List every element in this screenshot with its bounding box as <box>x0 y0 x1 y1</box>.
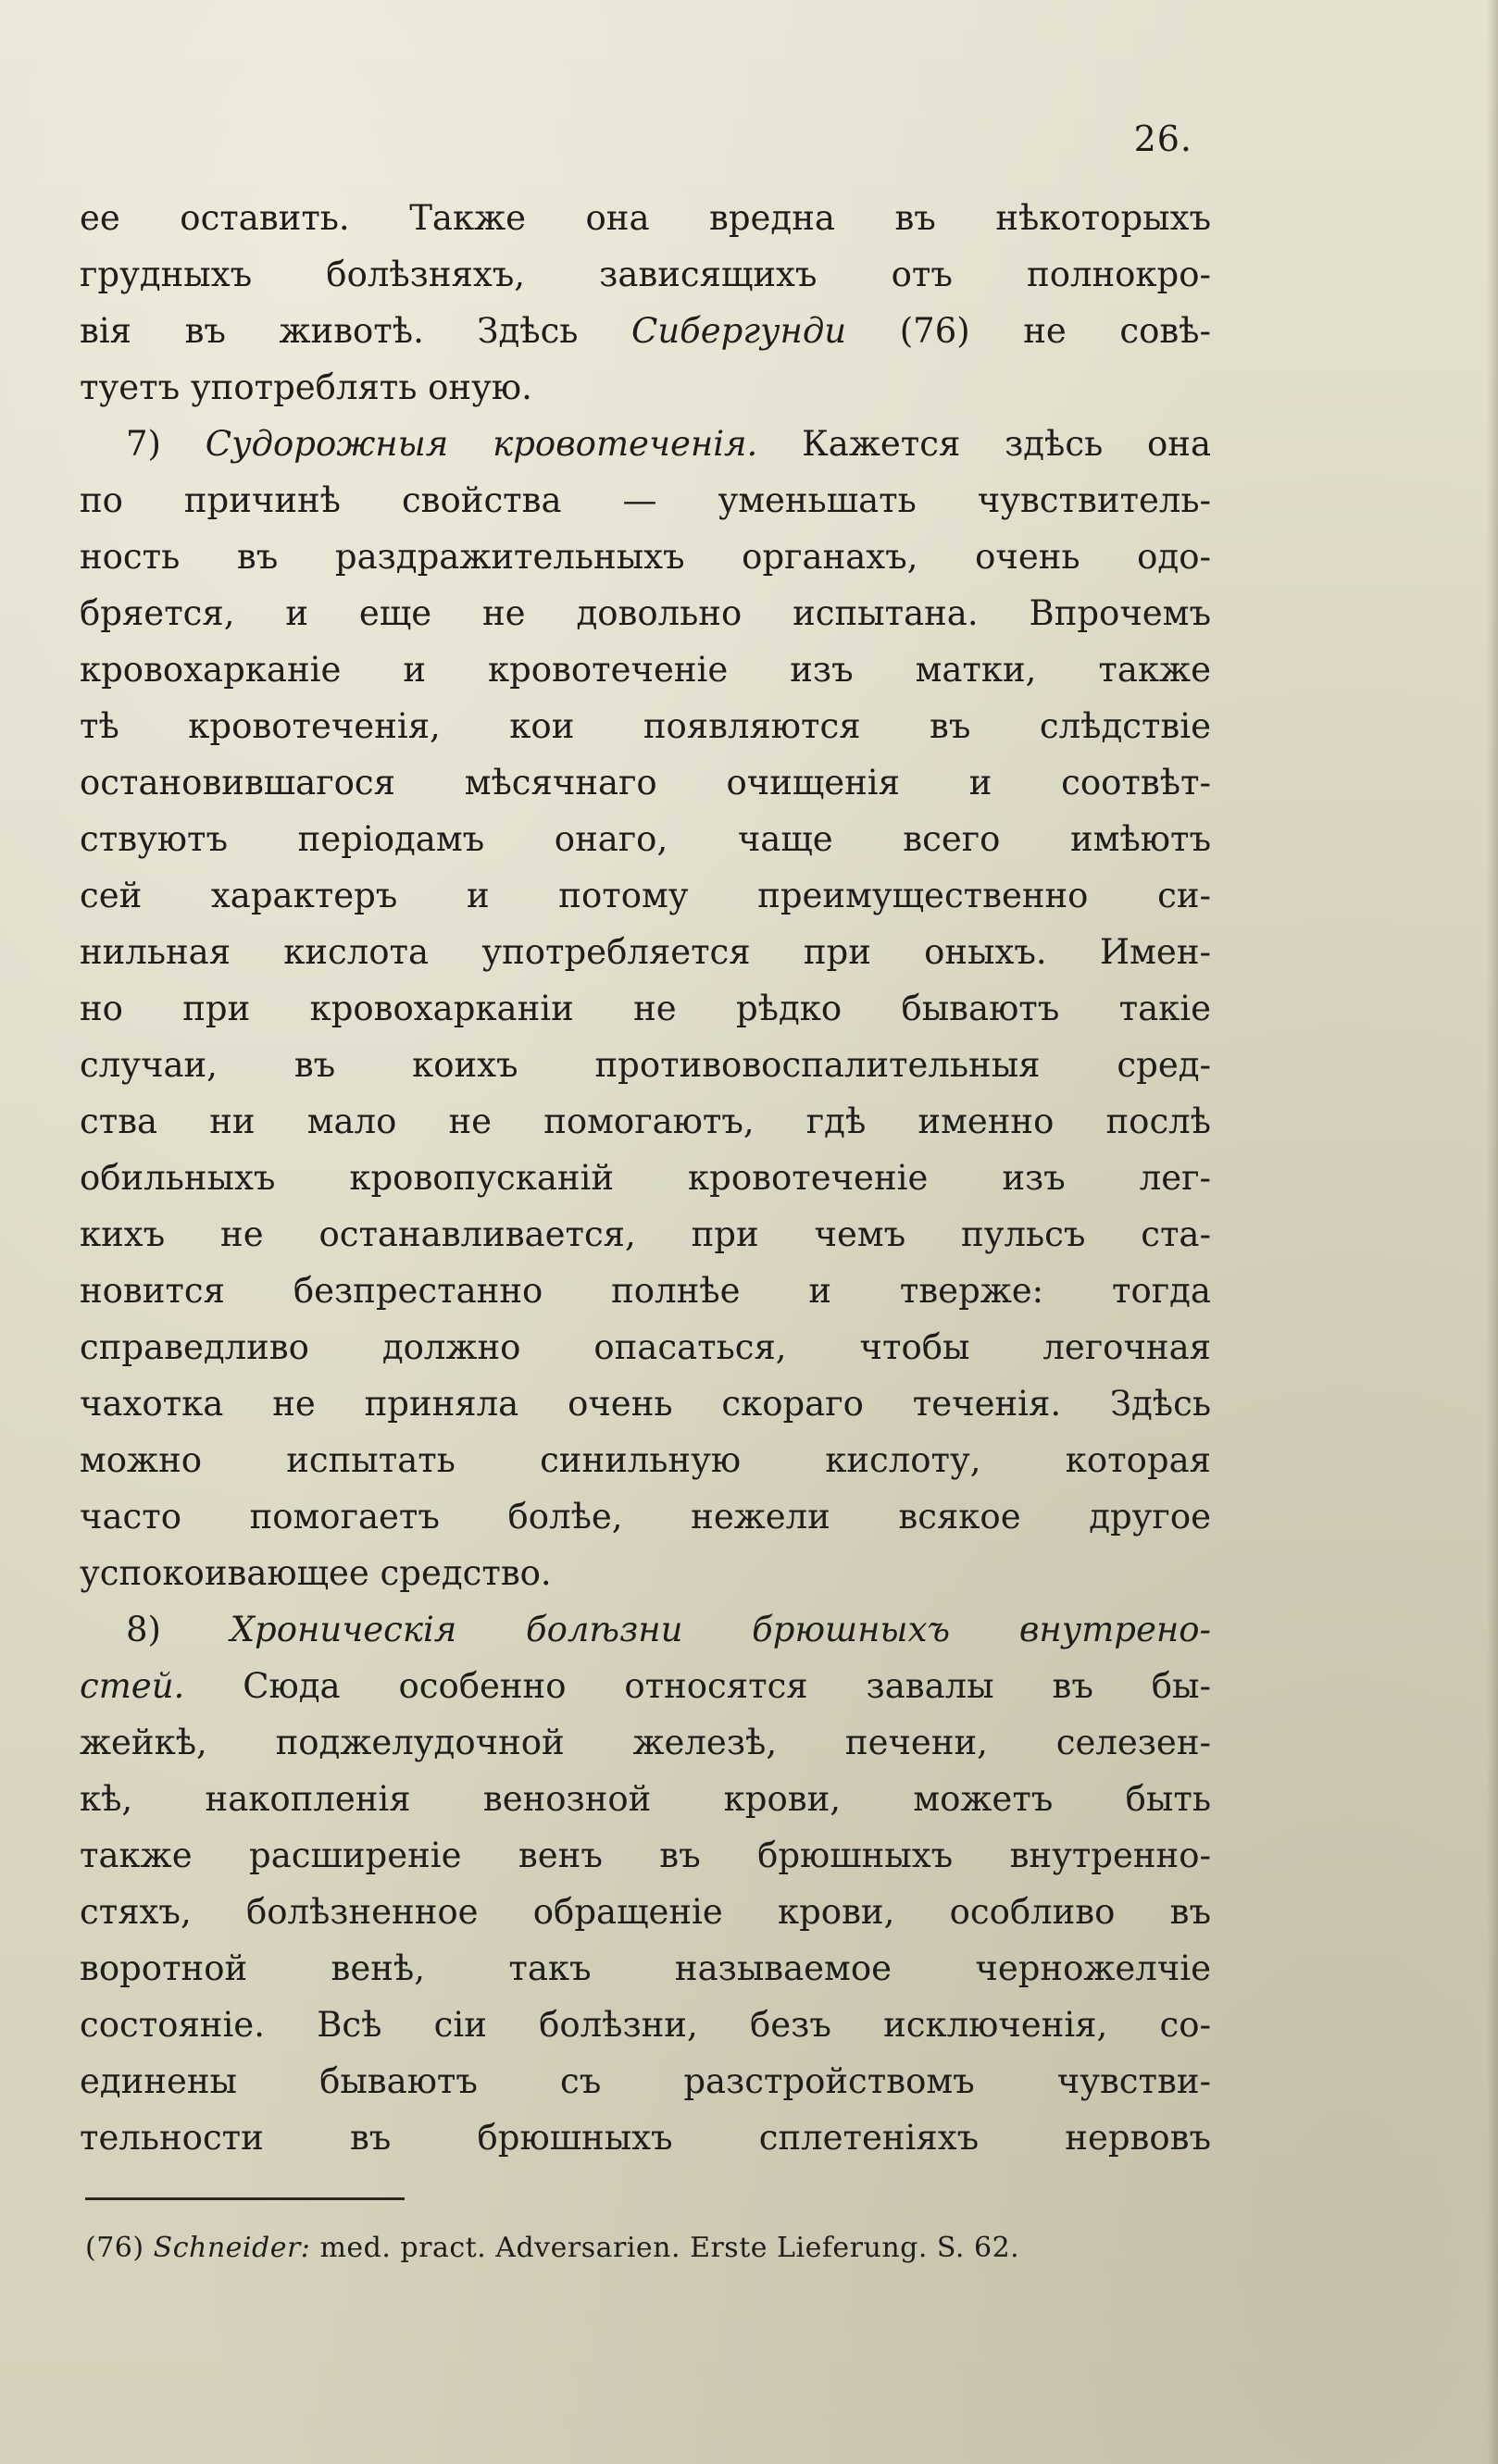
text-line <box>80 472 1211 529</box>
line-text: жейкѣ, поджелудочной железѣ, печени, селезен- <box>80 1723 1211 1762</box>
line-text: стяхъ, болѣзненное обращеніе крови, особливо въ <box>80 1892 1211 1932</box>
page-edge-shadow <box>1487 0 1498 2464</box>
text-line <box>80 811 1211 867</box>
line-text: ства ни мало не помогаютъ, гдѣ именно послѣ <box>80 1101 1211 1141</box>
line-text: тѣ кровотеченія, кои появляются въ слѣдствіе <box>80 706 1211 746</box>
text-line <box>80 867 1211 924</box>
line-text: воротной венѣ, такъ называемое черножелчіе <box>80 1948 1211 1988</box>
line-text: новится безпрестанно полнѣе и тверже: тогда <box>80 1271 1211 1311</box>
text-line <box>80 585 1211 641</box>
body-text <box>80 190 1211 2166</box>
line-text: 7) <box>126 424 161 464</box>
text-line <box>80 529 1211 585</box>
text-line <box>80 754 1211 811</box>
line-text: вія въ животѣ. Здѣсь <box>80 311 579 351</box>
line-text-after: Кажется здѣсь она <box>802 424 1211 464</box>
footnote-marker: (76) <box>85 2232 144 2264</box>
line-text: тельности въ брюшныхъ сплетеніяхъ нервовъ <box>80 2118 1211 2158</box>
text-line <box>80 1488 1211 1545</box>
line-italic-text: Хроническія болѣзни брюшныхъ внутрено- <box>230 1610 1211 1649</box>
text-line <box>80 1037 1211 1093</box>
text-line <box>80 1319 1211 1375</box>
text-line <box>80 190 1211 246</box>
text-line <box>80 698 1211 754</box>
line-text: кровохарканіе и кровотеченіе изъ матки, также <box>80 650 1211 690</box>
text-line <box>80 1658 1211 1714</box>
text-line <box>80 1432 1211 1488</box>
line-text: по причинѣ свойства — уменьшать чувствитель- <box>80 480 1211 520</box>
text-line <box>80 303 1211 359</box>
text-line <box>80 416 1211 472</box>
text-line <box>80 1375 1211 1432</box>
line-text: справедливо должно опасаться, чтобы легочная <box>80 1327 1211 1367</box>
line-text: сей характеръ и потому преимущественно си- <box>80 876 1211 915</box>
text-line <box>80 1150 1211 1206</box>
line-italic-text: Судорожныя кровотеченія. <box>205 424 758 464</box>
text-line <box>80 924 1211 980</box>
line-text: можно испытать синильную кислоту, которая <box>80 1440 1211 1480</box>
text-line <box>80 2053 1211 2109</box>
text-line <box>80 246 1211 303</box>
text-line <box>80 1884 1211 1940</box>
page-number: 26. <box>1133 118 1192 159</box>
line-text-after: (76) не совѣ- <box>899 311 1211 351</box>
line-text: туетъ употреблять оную. <box>80 367 532 407</box>
footnote-author: Schneider: <box>153 2232 311 2264</box>
line-text: бряется, и еще не довольно испытана. Впрочемъ <box>80 593 1211 633</box>
text-line <box>80 1545 1211 1601</box>
text-line <box>80 1714 1211 1771</box>
footnote <box>85 2232 1019 2264</box>
line-text: обильныхъ кровопусканій кровотеченіе изъ лег- <box>80 1158 1211 1198</box>
line-text: ствуютъ періодамъ онаго, чаще всего имѣютъ <box>80 819 1211 859</box>
text-line <box>80 1827 1211 1884</box>
text-line <box>80 641 1211 698</box>
line-text: часто помогаетъ болѣе, нежели всякое другое <box>80 1497 1211 1537</box>
text-line <box>80 1940 1211 1997</box>
line-text: успокоивающее средство. <box>80 1553 552 1593</box>
text-line <box>80 1997 1211 2053</box>
line-italic-text: Сибергунди <box>631 311 847 351</box>
line-text: кихъ не останавливается, при чемъ пульсъ ста- <box>80 1214 1211 1254</box>
text-line <box>80 1771 1211 1827</box>
text-line <box>80 980 1211 1037</box>
text-line <box>80 1601 1211 1658</box>
line-text-after: Сюда особенно относятся завалы въ бы- <box>243 1666 1211 1706</box>
line-text: остановившагося мѣсячнаго очищенія и соотвѣт- <box>80 763 1211 803</box>
text-line <box>80 1263 1211 1319</box>
text-line <box>80 1206 1211 1263</box>
text-line <box>80 2109 1211 2166</box>
line-text: состояніе. Всѣ сіи болѣзни, безъ исключенія, со- <box>80 2005 1211 2045</box>
line-text: 8) <box>126 1610 161 1649</box>
line-text: ность въ раздражительныхъ органахъ, очень одо- <box>80 537 1211 577</box>
footnote-text: med. pract. Adversarien. Erste Lieferung. S. 62. <box>319 2232 1020 2264</box>
line-text: ее оставить. Также она вредна въ нѣкоторыхъ <box>80 198 1211 238</box>
text-line <box>80 1093 1211 1150</box>
line-text: кѣ, накопленія венозной крови, можетъ быть <box>80 1779 1211 1819</box>
line-text: чахотка не приняла очень скораго теченія. Здѣсь <box>80 1384 1211 1424</box>
line-text: также расширеніе венъ въ брюшныхъ внутренно- <box>80 1836 1211 1875</box>
line-text: случаи, въ коихъ противовоспалительныя сред- <box>80 1045 1211 1085</box>
line-italic-text: стей. <box>80 1666 185 1706</box>
line-text: грудныхъ болѣзняхъ, зависящихъ отъ полнокро- <box>80 255 1211 294</box>
line-text: единены бываютъ съ разстройствомъ чувстви- <box>80 2061 1211 2101</box>
text-line <box>80 359 1211 416</box>
footnote-divider <box>85 2197 405 2200</box>
line-text: но при кровохарканіи не рѣдко бываютъ такіе <box>80 989 1211 1028</box>
line-text: нильная кислота употребляется при оныхъ. Имен- <box>80 932 1211 972</box>
